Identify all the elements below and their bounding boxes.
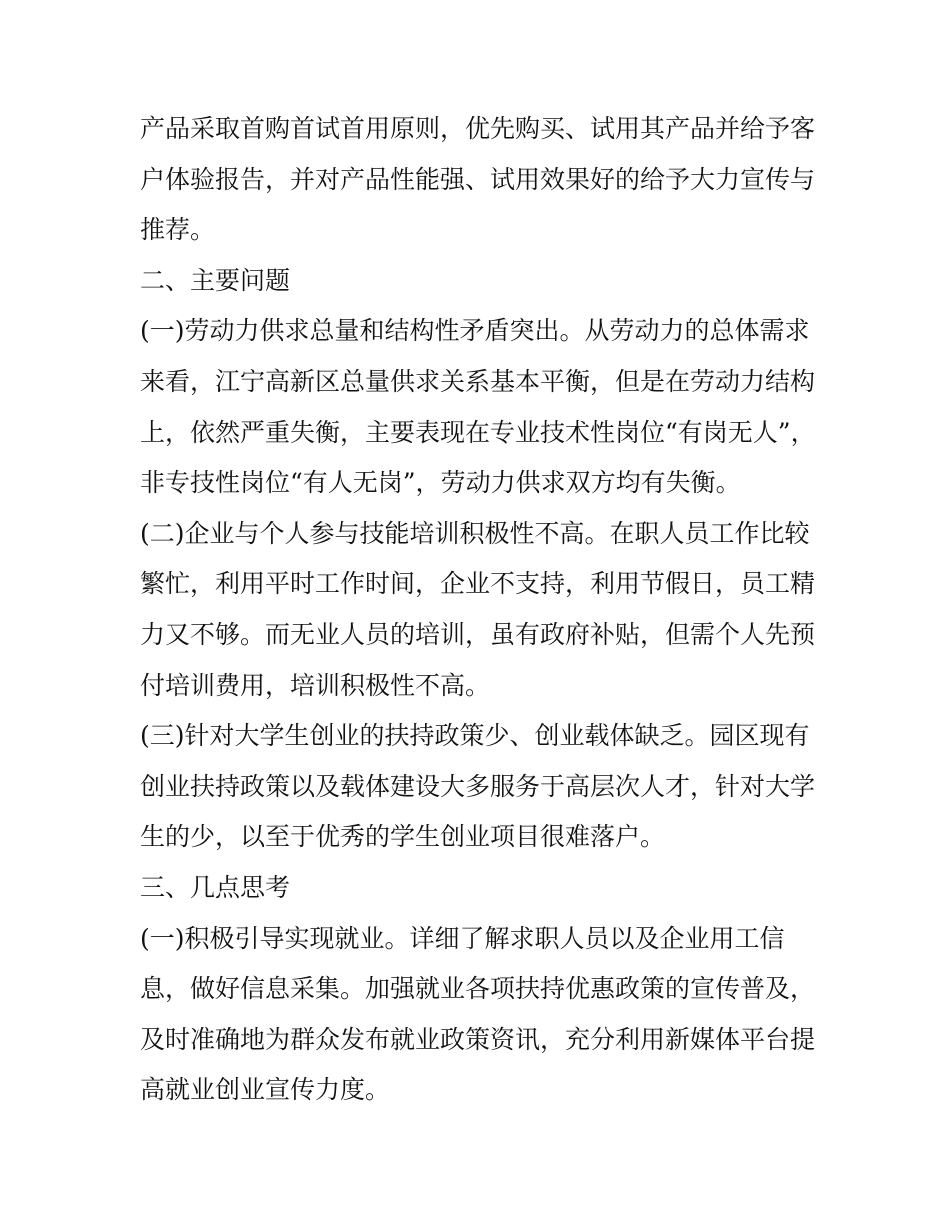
paragraph-procurement-policy (140, 104, 820, 256)
text-line: 产品采取首购首试首用原则，优先购买、试用其产品并给予客 (140, 114, 816, 143)
paragraph-reflection-1 (140, 914, 820, 1116)
text-line: 及时准确地为群众发布就业政策资讯，充分利用新媒体平台提 (140, 1024, 816, 1054)
text-line: 上，依然严重失衡，主要表现在专业技术性岗位“有岗无人”， (140, 417, 816, 447)
text-line: 力又不够。而无业人员的培训，虽有政府补贴，但需个人先预 (140, 619, 816, 649)
document-body (140, 104, 820, 1116)
section-heading: 三、几点思考 (140, 872, 291, 902)
paragraph-problem-1 (140, 306, 820, 508)
text-line: 繁忙，利用平时工作时间，企业不支持，利用节假日，员工精 (140, 569, 816, 599)
text-line: (二)企业与个人参与技能培训积极性不高。在职人员工作比较 (140, 518, 810, 548)
text-line: 息，做好信息采集。加强就业各项扶持优惠政策的宣传普及， (140, 974, 816, 1004)
text-line: 付培训费用，培训积极性不高。 (140, 670, 491, 700)
paragraph-problem-2 (140, 509, 820, 711)
text-line: 户体验报告，并对产品性能强、试用效果好的给予大力宣传与 (140, 164, 816, 194)
text-line: 推荐。 (140, 215, 216, 245)
paragraph-problem-3 (140, 711, 820, 863)
section-heading: 二、主要问题 (140, 265, 291, 295)
text-line: 高就业创业宣传力度。 (140, 1075, 391, 1105)
section-heading-main-problems (140, 256, 820, 307)
text-line: (一)积极引导实现就业。详细了解求职人员以及企业用工信 (140, 923, 785, 953)
text-line: (一)劳动力供求总量和结构性矛盾突出。从劳动力的总体需求 (140, 316, 810, 346)
text-line: 创业扶持政策以及载体建设大多服务于高层次人才，针对大学 (140, 771, 816, 801)
text-line: 来看，江宁高新区总量供求关系基本平衡，但是在劳动力结构 (140, 366, 816, 396)
text-line: 非专技性岗位“有人无岗”，劳动力供求双方均有失衡。 (140, 468, 741, 498)
text-line: (三)针对大学生创业的扶持政策少、创业载体缺乏。园区现有 (140, 721, 810, 751)
section-heading-reflections (140, 863, 820, 914)
text-line: 生的少，以至于优秀的学生创业项目很难落户。 (140, 822, 666, 852)
